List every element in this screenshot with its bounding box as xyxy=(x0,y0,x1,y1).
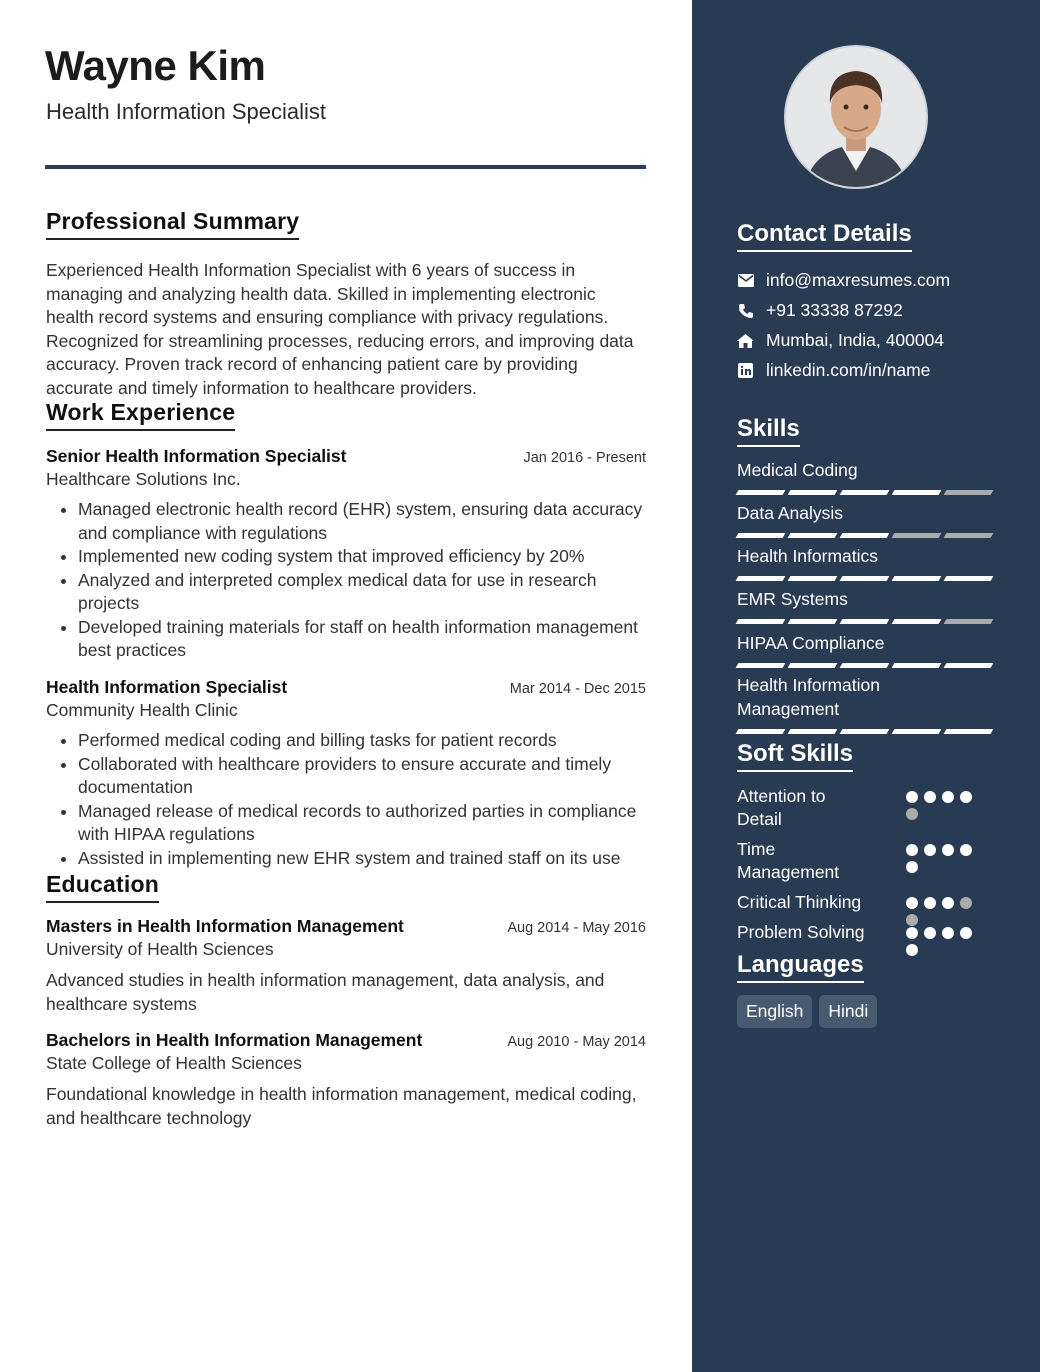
job-title: Senior Health Information Specialist xyxy=(46,446,347,466)
rating-dot-filled xyxy=(906,897,918,909)
rating-dot-filled xyxy=(924,927,936,939)
education-entry xyxy=(46,916,646,1016)
skill-segment-filled xyxy=(892,663,942,668)
skill-level-bar xyxy=(737,663,995,668)
soft-skill-rating xyxy=(906,897,986,926)
rating-dot-filled xyxy=(906,791,918,803)
school-name: State College of Health Sciences xyxy=(46,1053,302,1073)
skill-segment-filled xyxy=(840,663,890,668)
education-description: Advanced studies in health information management, data analysis, and healthcare systems xyxy=(46,970,605,1014)
school-name: University of Health Sciences xyxy=(46,939,274,959)
skill-segment-filled xyxy=(736,729,786,734)
skill-level-bar xyxy=(737,490,995,495)
skill-segment-filled xyxy=(944,576,994,581)
skill-item xyxy=(737,458,995,495)
rating-dot-filled xyxy=(924,791,936,803)
job-entry xyxy=(46,677,646,870)
skill-item xyxy=(737,544,995,581)
job-bullets xyxy=(46,498,646,663)
job-bullet: • Collaborated with healthcare providers to ensure accurate and timely documentation xyxy=(78,753,646,800)
skill-segment-filled xyxy=(944,729,994,734)
skill-segment-filled xyxy=(788,619,838,624)
job-bullet: • Implemented new coding system that improved efficiency by 20% xyxy=(78,545,646,569)
soft-skill-rating xyxy=(906,844,986,873)
skill-segment-filled xyxy=(788,729,838,734)
rating-dot-filled xyxy=(906,927,918,939)
skill-segment-filled xyxy=(892,729,942,734)
skill-name: HIPAA Compliance xyxy=(737,633,885,653)
job-date: Jan 2016 - Present xyxy=(523,450,646,466)
skill-segment-filled xyxy=(736,490,786,495)
skill-segment-filled xyxy=(736,576,786,581)
rating-dot-filled xyxy=(906,861,918,873)
education-date: Aug 2010 - May 2014 xyxy=(507,1034,646,1050)
job-bullet: • Managed release of medical records to authorized parties in compliance with HIPAA regulations xyxy=(78,800,646,847)
job-date: Mar 2014 - Dec 2015 xyxy=(509,681,646,697)
skill-level-bar xyxy=(737,729,995,734)
skill-item xyxy=(737,587,995,624)
skill-item xyxy=(737,673,995,734)
rating-dot-filled xyxy=(942,791,954,803)
education-entry xyxy=(46,1030,646,1130)
soft-skill-name: Attention to Detail xyxy=(737,786,826,829)
skill-segment-filled xyxy=(736,619,786,624)
contact-phone-text: +91 33338 87292 xyxy=(766,300,903,320)
contact-address xyxy=(737,330,944,351)
profile-photo xyxy=(784,45,928,189)
job-entry xyxy=(46,446,646,663)
skill-segment-filled xyxy=(788,576,838,581)
skill-segment-filled xyxy=(944,663,994,668)
skill-name: Medical Coding xyxy=(737,460,858,480)
contact-linkedin[interactable] xyxy=(737,360,930,381)
phone-icon xyxy=(737,302,754,319)
skill-name: Health Information Management xyxy=(737,675,880,719)
rating-dot-empty xyxy=(906,914,918,926)
rating-dot-filled xyxy=(942,844,954,856)
skill-name: Data Analysis xyxy=(737,503,844,523)
rating-dot-filled xyxy=(924,897,936,909)
contact-heading: Contact Details xyxy=(737,220,912,252)
rating-dot-filled xyxy=(942,927,954,939)
language-list xyxy=(737,995,877,1028)
home-icon xyxy=(737,332,754,349)
language-chip: Hindi xyxy=(819,995,877,1028)
job-bullet: • Analyzed and interpreted complex medical data for use in research projects xyxy=(78,569,646,616)
skill-segment-filled xyxy=(788,663,838,668)
job-bullet: • Performed medical coding and billing tasks for patient records xyxy=(78,729,646,753)
contact-email[interactable] xyxy=(737,270,950,291)
degree-title: Masters in Health Information Management xyxy=(46,916,404,936)
skill-segment-filled xyxy=(840,619,890,624)
summary-heading: Professional Summary xyxy=(46,208,299,240)
skill-segment-empty xyxy=(944,490,994,495)
envelope-icon xyxy=(737,272,754,289)
rating-dot-empty xyxy=(906,808,918,820)
skill-segment-filled xyxy=(788,490,838,495)
skill-segment-filled xyxy=(840,490,890,495)
skill-segment-filled xyxy=(840,533,890,538)
education-description: Foundational knowledge in health information management, medical coding, and healthcare technology xyxy=(46,1084,637,1128)
skill-level-bar xyxy=(737,533,995,538)
degree-title: Bachelors in Health Information Management xyxy=(46,1030,423,1050)
soft-skill-name: Time Management xyxy=(737,839,840,882)
sidebar xyxy=(692,0,1040,1372)
contact-email-text: info@maxresumes.com xyxy=(766,270,951,290)
experience-heading: Work Experience xyxy=(46,399,235,431)
rating-dot-filled xyxy=(960,791,972,803)
soft-skill-name: Problem Solving xyxy=(737,922,865,942)
skill-segment-filled xyxy=(788,533,838,538)
rating-dot-filled xyxy=(924,844,936,856)
candidate-name: Wayne Kim xyxy=(45,42,266,89)
rating-dot-filled xyxy=(960,927,972,939)
skill-segment-filled xyxy=(736,663,786,668)
skill-segment-filled xyxy=(840,729,890,734)
rating-dot-empty xyxy=(960,897,972,909)
education-heading: Education xyxy=(46,871,159,903)
skill-level-bar xyxy=(737,619,995,624)
skill-segment-empty xyxy=(944,533,994,538)
soft-skill-rating xyxy=(906,791,986,820)
skill-segment-empty xyxy=(944,619,994,624)
header-divider xyxy=(45,165,646,169)
soft-skill-name: Critical Thinking xyxy=(737,892,862,912)
skill-segment-filled xyxy=(736,533,786,538)
language-chip: English xyxy=(737,995,812,1028)
summary-text: Experienced Health Information Specialist with 6 years of success in managing and analyzing health data. Skilled in implementing electronic health record systems and ensuring compliance with privacy regulations. Recognized for streamlining processes, reducing errors, and improving data accuracy. Proven track record of enhancing patient care by providing accurate and timely information to healthcare providers. xyxy=(46,260,634,398)
skill-segment-filled xyxy=(840,576,890,581)
rating-dot-filled xyxy=(942,897,954,909)
skill-name: EMR Systems xyxy=(737,589,848,609)
contact-address-text: Mumbai, India, 400004 xyxy=(766,330,945,350)
job-title: Health Information Specialist xyxy=(46,677,288,697)
education-date: Aug 2014 - May 2016 xyxy=(507,920,646,936)
languages-heading: Languages xyxy=(737,951,864,983)
soft-skills-heading: Soft Skills xyxy=(737,740,853,772)
skill-segment-filled xyxy=(892,619,942,624)
soft-skill-rating xyxy=(906,927,986,956)
candidate-title: Health Information Specialist xyxy=(46,99,327,124)
rating-dot-filled xyxy=(960,844,972,856)
skill-level-bar xyxy=(737,576,995,581)
skills-heading: Skills xyxy=(737,415,800,447)
contact-phone[interactable] xyxy=(737,300,903,321)
contact-linkedin-text: linkedin.com/in/name xyxy=(766,360,931,380)
skill-item xyxy=(737,501,995,538)
skill-segment-filled xyxy=(892,576,942,581)
job-organization: Community Health Clinic xyxy=(46,700,238,720)
job-bullet: • Managed electronic health record (EHR) system, ensuring data accuracy and compliance with regulations xyxy=(78,498,646,545)
skill-item xyxy=(737,631,995,668)
skill-segment-empty xyxy=(892,533,942,538)
job-bullet: • Developed training materials for staff on health information management best practices xyxy=(78,616,646,663)
skill-segment-filled xyxy=(892,490,942,495)
job-bullets xyxy=(46,729,646,870)
rating-dot-filled xyxy=(906,844,918,856)
job-organization: Healthcare Solutions Inc. xyxy=(46,469,241,489)
skill-name: Health Informatics xyxy=(737,546,879,566)
rating-dot-filled xyxy=(906,944,918,956)
job-bullet: • Assisted in implementing new EHR system and trained staff on its use xyxy=(78,847,646,871)
linkedin-icon xyxy=(737,362,754,379)
